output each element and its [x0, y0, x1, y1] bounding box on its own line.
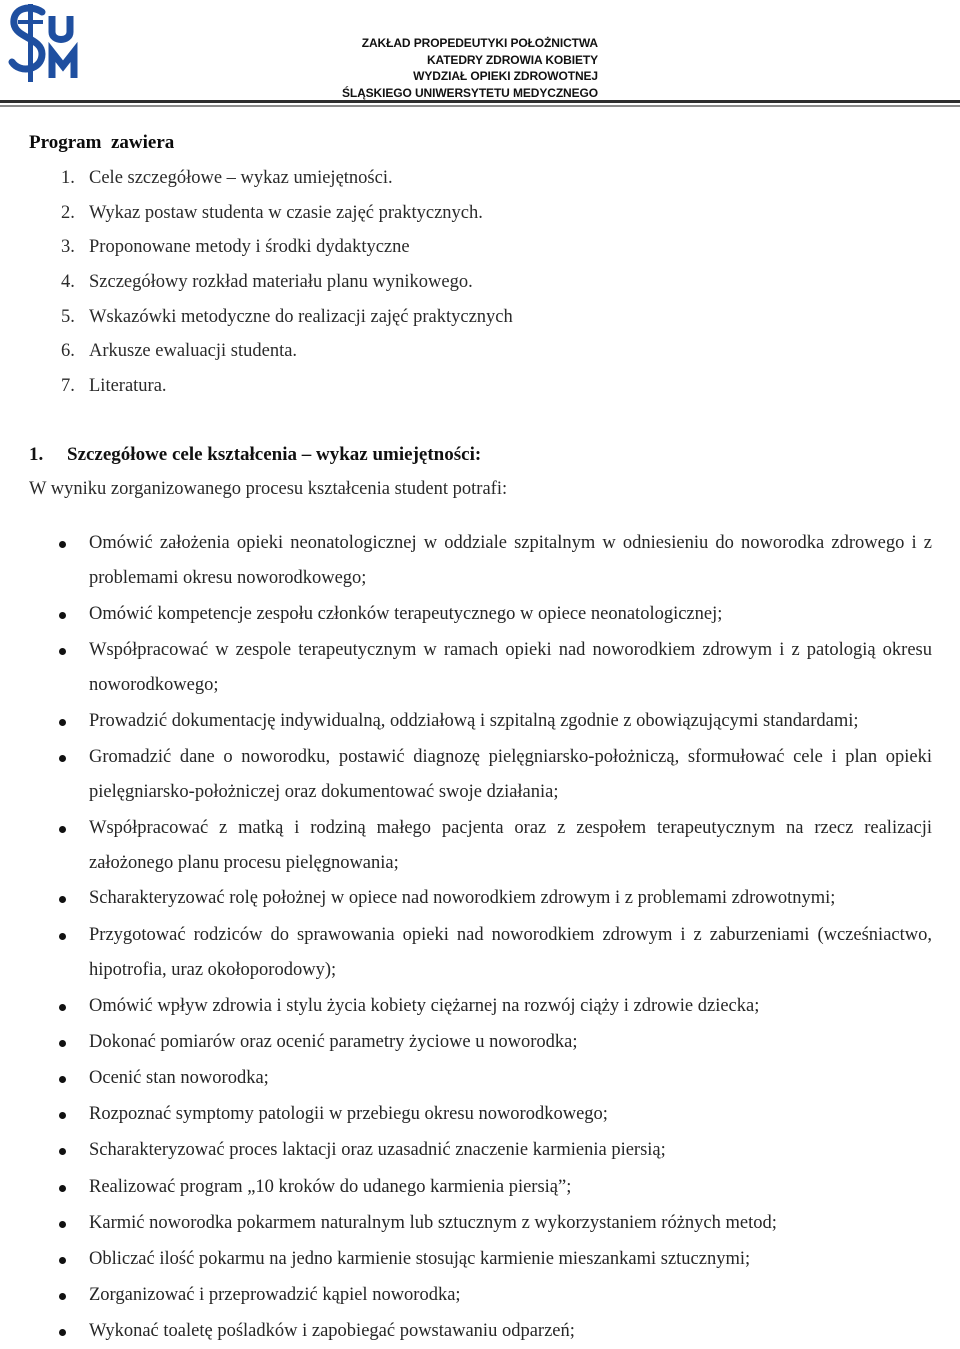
skill-text: Obliczać ilość pokarmu na jedno karmienie stosując karmienie mieszankami sztucznymi;	[89, 1249, 751, 1269]
bullet-icon	[59, 1293, 66, 1300]
bullet-icon	[59, 612, 66, 619]
skill-item	[89, 1133, 932, 1168]
skill-item	[89, 918, 932, 987]
list-item	[29, 270, 513, 305]
item-text: Wskazówki metodyczne do realizacji zajęć praktycznych	[89, 306, 513, 327]
bullet-icon	[59, 933, 66, 940]
item-number: 4.	[61, 272, 75, 293]
institution-line: WYDZIAŁ OPIEKI ZDROWOTNEJ	[413, 69, 598, 83]
institution-line: ŚLĄSKIEGO UNIWERSYTETU MEDYCZNEGO	[341, 85, 598, 100]
item-text: Literatura.	[89, 376, 167, 397]
list-item	[29, 201, 513, 236]
skill-text: Współpracować z matką i rodziną małego pacjenta oraz z zespołem terapeutycznym na rzecz realizacji założonego planu procesu pielęgnowania;	[89, 818, 932, 873]
skill-text: Rozpoznać symptomy patologii w przebiegu okresu noworodkowego;	[89, 1104, 608, 1124]
skill-text: Przygotować rodziców do sprawowania opieki nad noworodkiem zdrowym i z zaburzeniami (wcześniactwo, hipotrofia, uraz okołoporodowy);	[89, 925, 932, 980]
bullet-icon	[59, 1076, 66, 1083]
skill-text: Realizować program „10 kroków do udanego karmienia piersią”;	[89, 1177, 572, 1197]
item-number: 2.	[61, 202, 75, 223]
skill-item	[89, 1061, 932, 1096]
list-item	[29, 374, 513, 409]
section-title-text: Szczegółowe cele kształcenia – wykaz umiejętności:	[67, 444, 482, 465]
bullet-icon	[59, 896, 66, 903]
section-number: 1.	[29, 444, 44, 465]
skill-item	[89, 1025, 932, 1060]
skill-text: Wykonać toaletę pośladków i zapobiegać powstawaniu odparzeń;	[89, 1321, 575, 1341]
skill-text: Współpracować w zespole terapeutycznym w ramach opieki nad noworodkiem zdrowym i z patologią okresu noworodkowego;	[89, 640, 932, 695]
bullet-icon	[59, 755, 66, 762]
skill-item	[89, 526, 932, 595]
skill-text: Gromadzić dane o noworodku, postawić diagnozę pielęgniarsko-położniczą, sformułować cele i plan opieki pielęgniarsko-położniczej oraz dokumentować swoje działania;	[89, 747, 932, 802]
skill-item	[89, 740, 932, 809]
item-number: 5.	[61, 306, 75, 327]
bullet-icon	[59, 1004, 66, 1011]
header-divider	[0, 100, 960, 103]
skill-text: Dokonać pomiarów oraz ocenić parametry życiowe u noworodka;	[89, 1032, 578, 1052]
item-text: Szczegółowy rozkład materiału planu wynikowego.	[89, 272, 473, 293]
bullet-icon	[59, 1185, 66, 1192]
item-text: Proponowane metody i środki dydaktyczne	[89, 237, 410, 258]
skill-text: Prowadzić dokumentację indywidualną, oddziałową i szpitalną zgodnie z obowiązującymi standardami;	[89, 711, 859, 731]
institution-line: ZAKŁAD PROPEDEUTYKI POŁOŻNICTWA	[361, 36, 598, 50]
bullet-icon	[59, 1221, 66, 1228]
bullet-icon	[59, 1148, 66, 1155]
skill-item	[89, 1242, 932, 1277]
skill-item	[89, 989, 932, 1024]
list-item	[29, 235, 513, 270]
list-item	[29, 339, 513, 374]
skill-item	[89, 1278, 932, 1313]
bullet-icon	[59, 1112, 66, 1119]
skill-item	[89, 1314, 932, 1349]
item-number: 3.	[61, 237, 75, 258]
skill-text: Scharakteryzować rolę położnej w opiece nad noworodkiem zdrowym i z problemami zdrowotnymi;	[89, 888, 836, 908]
skill-text: Zorganizować i przeprowadzić kąpiel noworodka;	[89, 1285, 461, 1305]
skill-item	[89, 633, 932, 702]
skill-item	[89, 881, 932, 916]
item-text: Cele szczegółowe – wykaz umiejętności.	[89, 168, 393, 188]
bullet-icon	[59, 541, 66, 548]
list-item	[29, 166, 513, 201]
skill-item	[89, 1170, 932, 1205]
document-header	[0, 0, 960, 110]
bullet-icon	[59, 1257, 66, 1264]
item-text: Wykaz postaw studenta w czasie zajęć praktycznych.	[89, 202, 483, 223]
item-number: 7.	[61, 376, 75, 397]
skill-item	[89, 1206, 932, 1241]
institution-name	[198, 35, 598, 101]
skill-text: Scharakteryzować proces laktacji oraz uzasadnić znaczenie karmienia piersią;	[89, 1140, 666, 1160]
header-divider-thin	[0, 105, 960, 107]
bullet-icon	[59, 1040, 66, 1047]
bullet-icon	[59, 648, 66, 655]
skill-text: Omówić założenia opieki neonatologicznej w oddziale szpitalnym w odniesieniu do noworodka zdrowego i z problemami okresu noworodkowego;	[89, 533, 932, 588]
item-number: 6.	[61, 341, 75, 362]
skill-item	[89, 704, 932, 739]
skill-text: Karmić noworodka pokarmem naturalnym lub sztucznym z wykorzystaniem różnych metod;	[89, 1213, 777, 1233]
item-text: Arkusze ewaluacji studenta.	[89, 341, 298, 362]
skill-text: Omówić kompetencje zespołu członków terapeutycznego w opiece neonatologicznej;	[89, 604, 723, 624]
section-title	[29, 444, 481, 466]
svg-text:SUM: SUM	[8, 2, 11, 3]
bullet-icon	[59, 1329, 66, 1336]
bullet-icon	[59, 719, 66, 726]
institution-line: KATEDRY ZDROWIA KOBIETY	[426, 52, 598, 67]
skill-text: Omówić wpływ zdrowia i stylu życia kobiety ciężarnej na rozwój ciąży i zdrowie dziecka;	[89, 996, 760, 1016]
skill-item	[89, 811, 932, 880]
bullet-icon	[59, 826, 66, 833]
program-contents-list	[29, 166, 513, 409]
skill-item	[89, 597, 932, 632]
skill-item	[89, 1097, 932, 1132]
section-intro: W wyniku zorganizowanego procesu kształcenia student potrafi:	[29, 479, 508, 499]
item-number: 1.	[61, 168, 75, 188]
program-heading: Program zawiera	[29, 132, 175, 153]
university-logo	[8, 2, 92, 84]
list-item	[29, 305, 513, 340]
skill-text: Ocenić stan noworodka;	[89, 1068, 269, 1088]
